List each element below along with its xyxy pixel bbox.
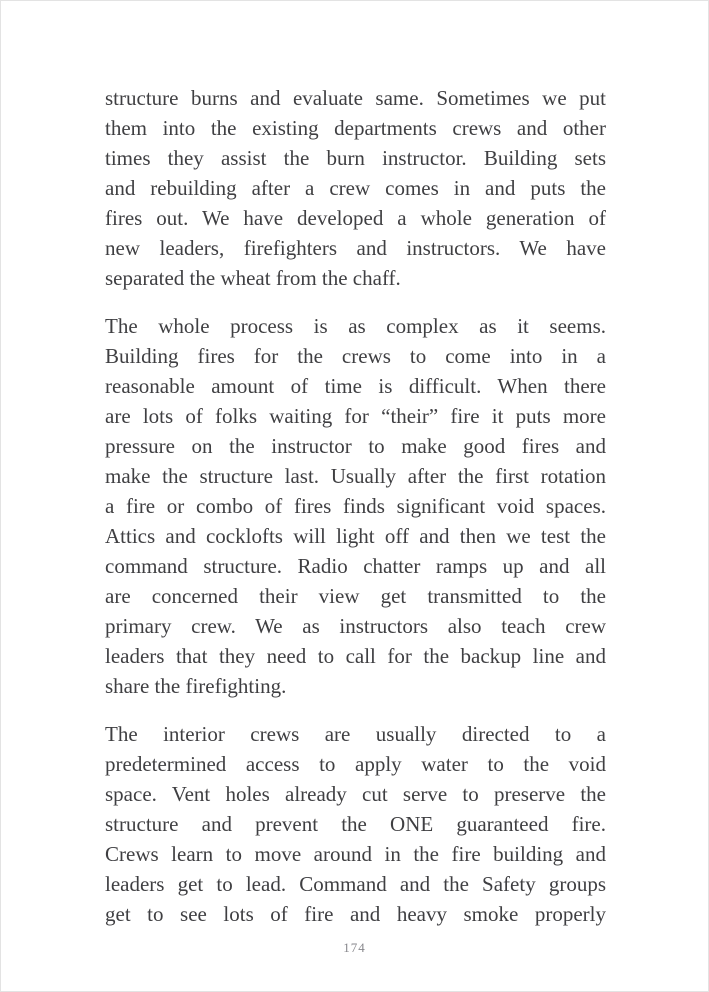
text-line: command structure. Radio chatter ramps up and all: [105, 554, 606, 578]
page-number: 174: [343, 940, 366, 955]
text-line: The whole process is as complex as it seems.: [105, 314, 606, 338]
text-line: a fire or combo of fires finds significant void spaces.: [105, 494, 606, 518]
text-line: make the structure last. Usually after the first rotation: [105, 464, 606, 488]
text-line: Building fires for the crews to come into in a: [105, 344, 606, 368]
text-line: are lots of folks waiting for “their” fire it puts more: [105, 404, 606, 428]
text-line: share the firefighting.: [105, 674, 287, 698]
text-line: are concerned their view get transmitted to the: [105, 584, 606, 608]
text-line: structure and prevent the ONE guaranteed fire.: [105, 812, 606, 836]
text-line: get to see lots of fire and heavy smoke properly: [105, 902, 606, 926]
text-line: leaders that they need to call for the backup line and: [105, 644, 606, 668]
text-line: leaders get to lead. Command and the Safety groups: [105, 872, 606, 896]
text-line: predetermined access to apply water to the void: [105, 752, 606, 776]
paragraph: [105, 83, 606, 293]
text-line: space. Vent holes already cut serve to preserve the: [105, 782, 606, 806]
text-line: Attics and cocklofts will light off and then we test the: [105, 524, 606, 548]
text-line: structure burns and evaluate same. Sometimes we put: [105, 86, 606, 110]
text-line: reasonable amount of time is difficult. When there: [105, 374, 606, 398]
paragraph: [105, 719, 606, 929]
text-line: The interior crews are usually directed to a: [105, 722, 606, 746]
text-line: Crews learn to move around in the fire building and: [105, 842, 606, 866]
text-line: them into the existing departments crews and other: [105, 116, 606, 140]
paragraph: [105, 311, 606, 701]
text-line: pressure on the instructor to make good fires and: [105, 434, 606, 458]
page-text: [105, 83, 606, 947]
text-line: primary crew. We as instructors also teach crew: [105, 614, 606, 638]
text-line: new leaders, firefighters and instructors. We have: [105, 236, 606, 260]
text-line: fires out. We have developed a whole generation of: [105, 206, 606, 230]
text-line: and rebuilding after a crew comes in and puts the: [105, 176, 606, 200]
text-line: separated the wheat from the chaff.: [105, 266, 401, 290]
text-line: times they assist the burn instructor. Building sets: [105, 146, 606, 170]
